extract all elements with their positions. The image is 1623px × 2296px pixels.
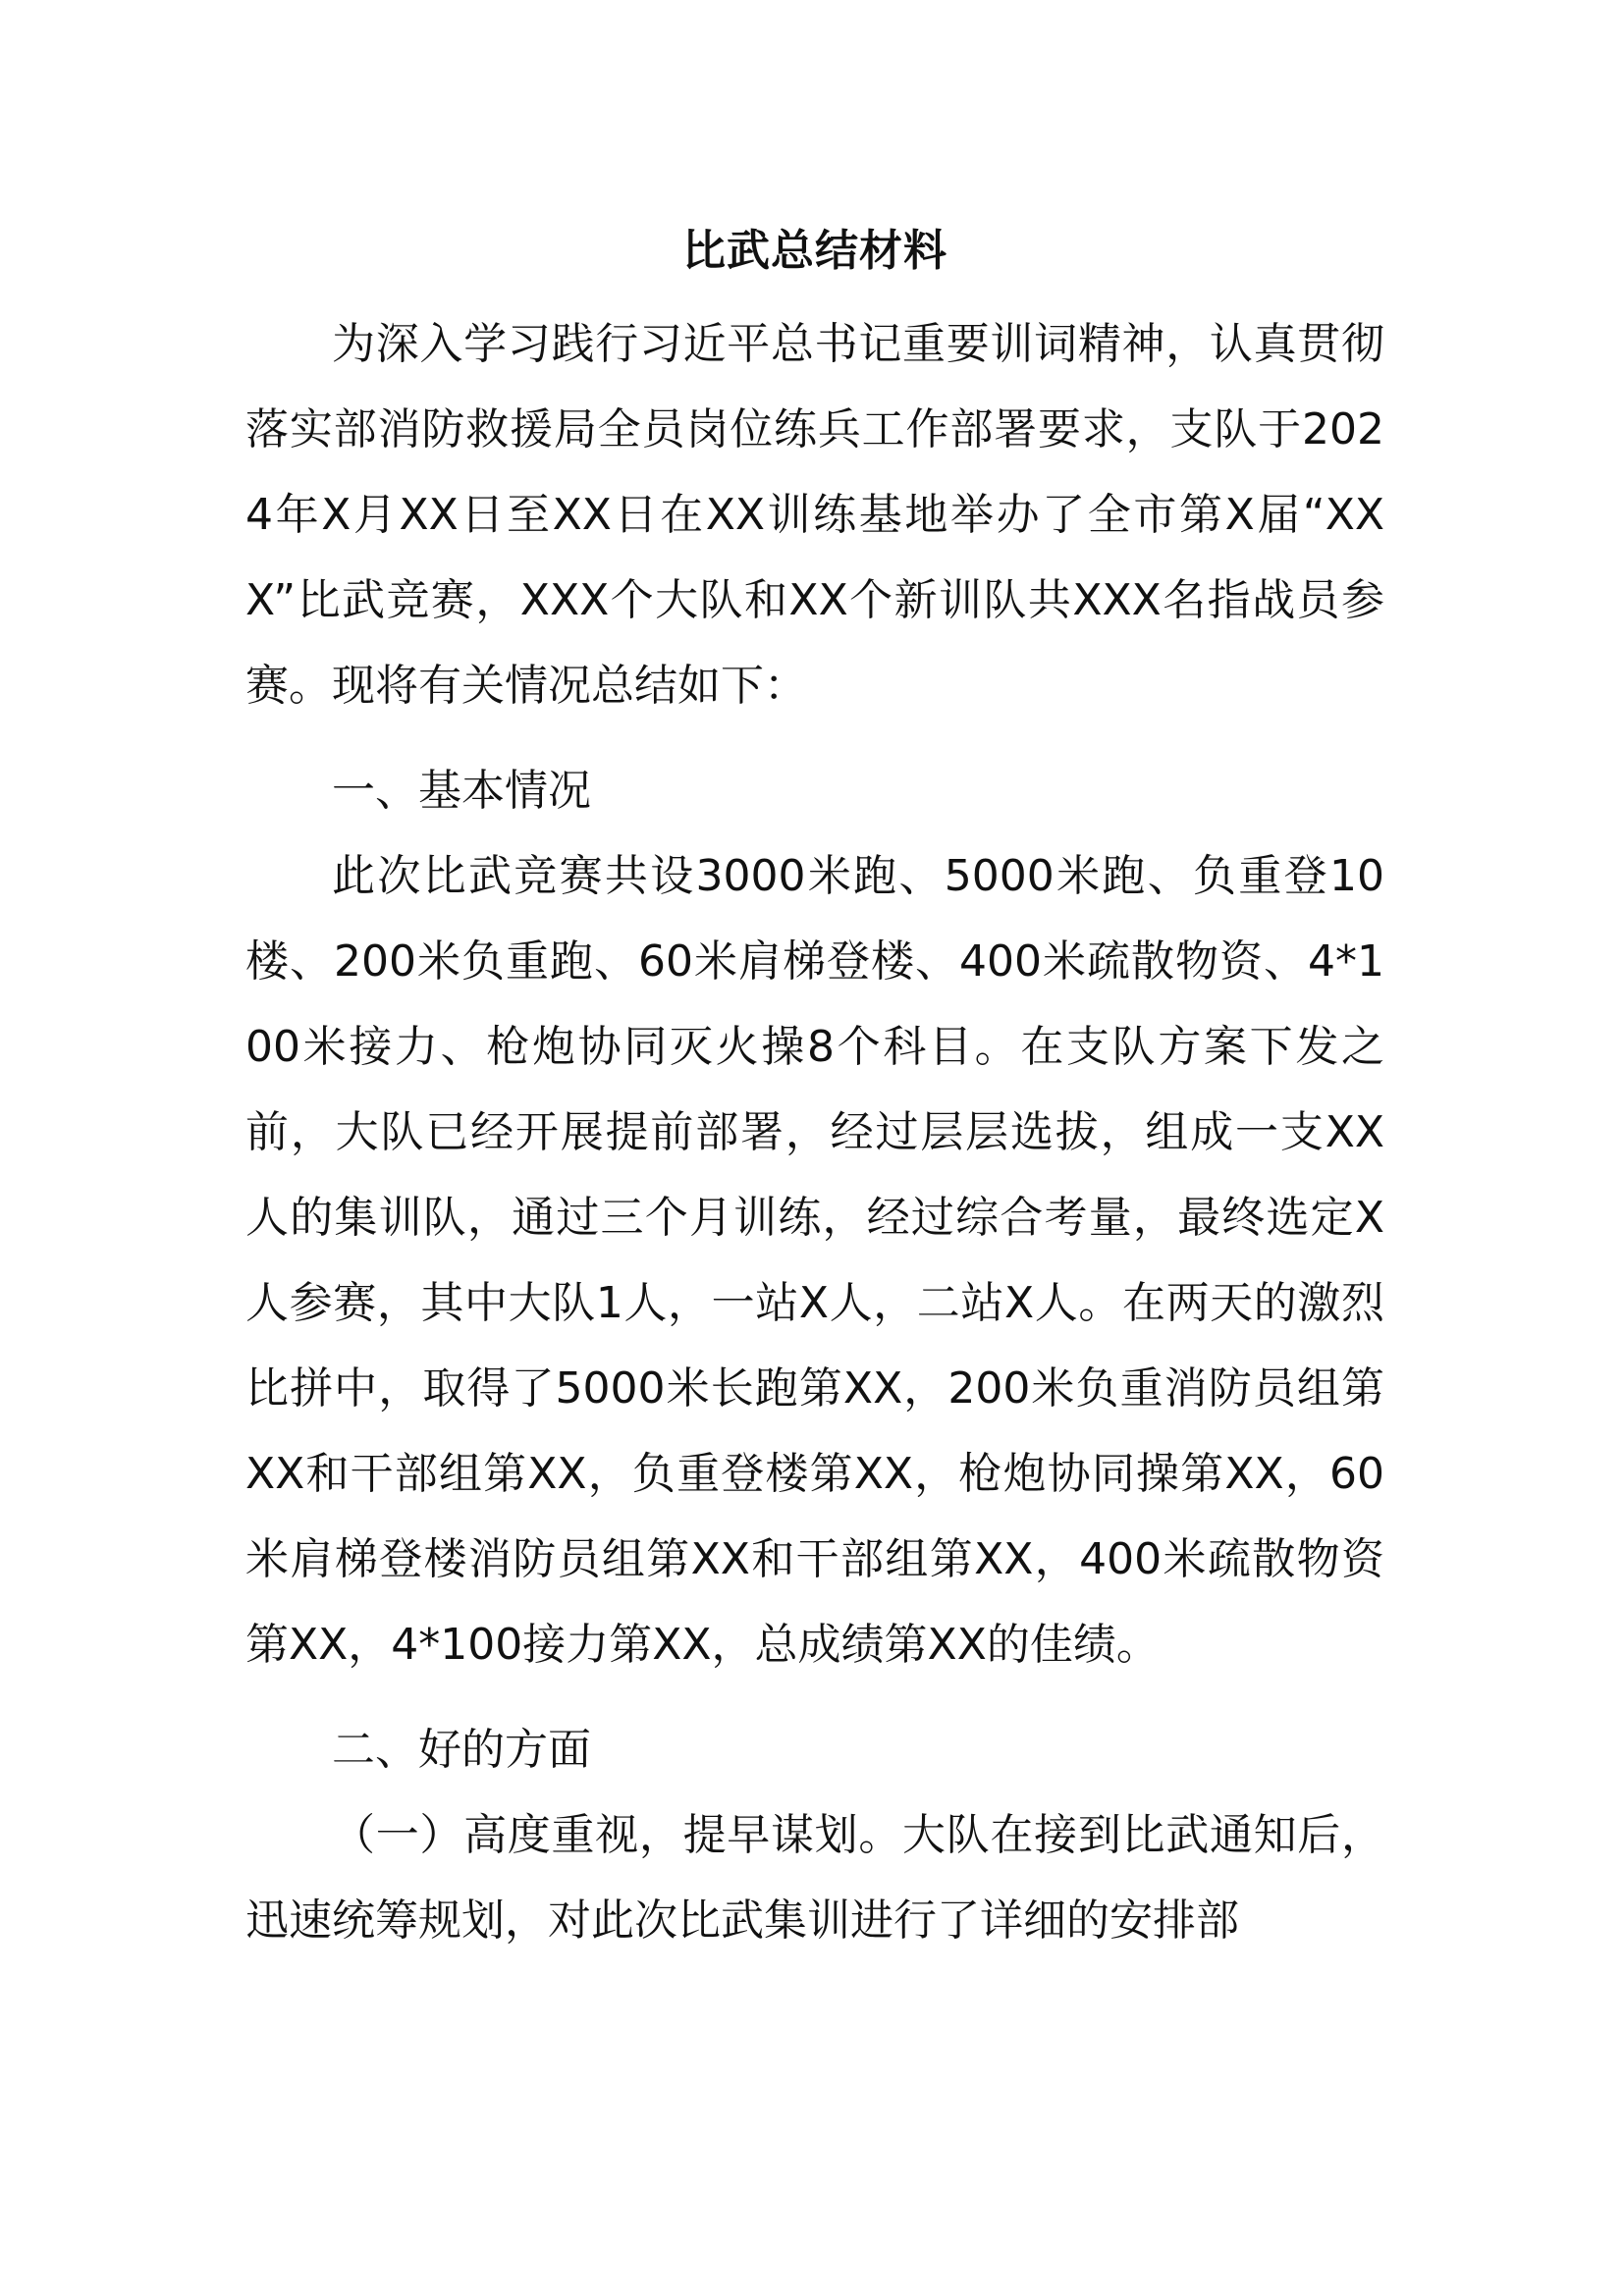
strengths-item-1-paragraph: （一）高度重视，提早谋划。大队在接到比武通知后，迅速统筹规划，对此次比武集训进行了详细的安排部 — [245, 1809, 1384, 1946]
section-heading-basic: 一、基本情况 — [332, 765, 591, 816]
basic-situation-paragraph: 此次比武竞赛共设3000米跑、5000米跑、负重登10楼、200米负重跑、60米肩梯登楼、400米疏散物资、4*100米接力、枪炮协同灭火操8个科目。在支队方案下发之前，大队已经开展提前部署，经过层层选拔，组成一支XX人的集训队，通过三个月训练，经过综合考量，最终选定X人参赛，其中大队1人，一站X人，二站X人。在两天的激烈比拼中，取得了5000米长跑第XX，200米负重消防员组第XX和干部组第XX，负重登楼第XX，枪炮协同操第XX，60米肩梯登楼消防员组第XX和干部组第XX，400米疏散物资第XX，4*100接力第XX，总成绩第XX的佳绩。 — [245, 850, 1384, 1670]
section-heading-strengths: 二、好的方面 — [332, 1724, 591, 1775]
document-title: 比武总结材料 — [682, 226, 947, 276]
intro-paragraph: 为深入学习践行习近平总书记重要训词精神，认真贯彻落实部消防救援局全员岗位练兵工作部署要求，支队于2024年X月XX日至XX日在XX训练基地举办了全市第X届“XXX”比武竞赛，XXX个大队和XX个新训队共XXX名指战员参赛。现将有关情况总结如下： — [245, 318, 1384, 711]
document-body — [245, 221, 1384, 1963]
